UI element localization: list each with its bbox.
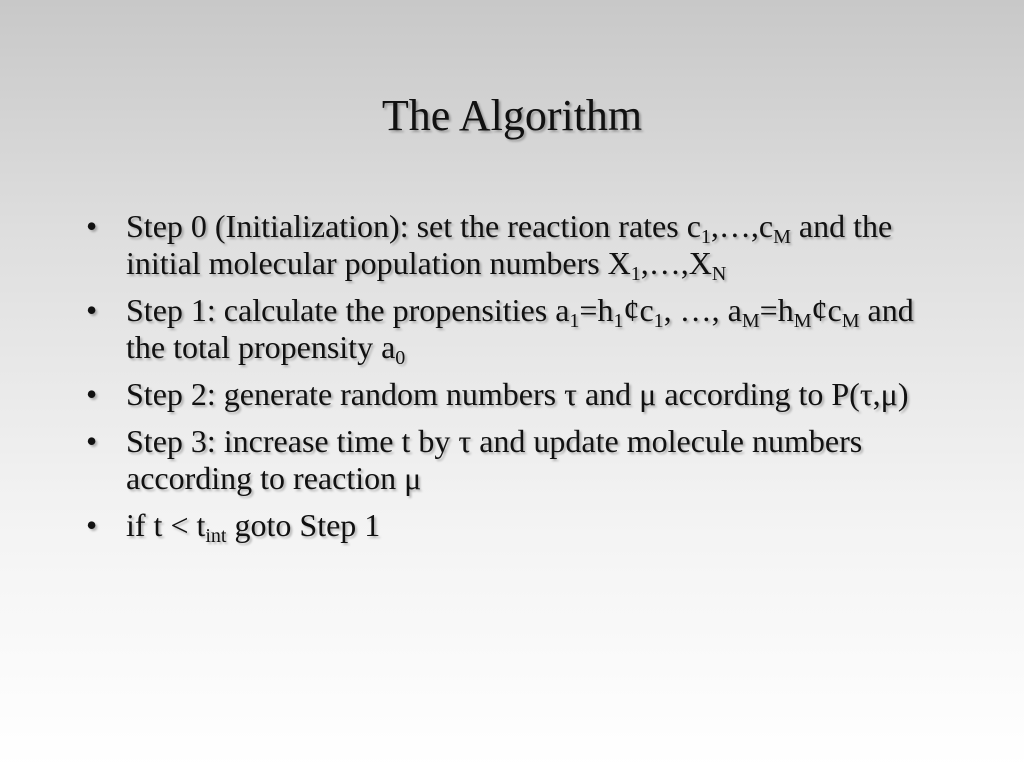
subscript: int <box>205 525 227 547</box>
bullet-step0 <box>86 208 946 285</box>
subscript: N <box>711 263 727 285</box>
bullet-dot: • <box>86 208 98 244</box>
bullet-dot: • <box>86 507 98 543</box>
text-run: ¢c <box>623 292 654 328</box>
slide-title: The Algorithm <box>381 91 643 140</box>
subscript: 1 <box>700 226 711 248</box>
subscript: 1 <box>613 310 624 332</box>
text-run: if t < t <box>126 507 206 543</box>
text-run: =h <box>759 292 794 328</box>
text-run: ,…,X <box>640 245 712 281</box>
text-run: Step 3: increase time t by τ and update molecule numbers according to reaction μ <box>126 423 863 496</box>
subscript: M <box>741 310 760 332</box>
text-run: Step 0 (Initialization): set the reaction rates c <box>126 208 701 244</box>
bullet-dot: • <box>86 423 98 459</box>
bullet-goto <box>86 507 946 547</box>
bullet-dot: • <box>86 376 98 412</box>
text-run: and the total propensity a <box>126 292 914 365</box>
text-run: ,…,c <box>710 208 774 244</box>
bullet-text <box>126 376 908 412</box>
text-run: and the initial molecular population numbers X <box>126 208 893 281</box>
bullet-text <box>126 507 381 547</box>
subscript: 1 <box>653 310 664 332</box>
bullet-step2 <box>86 376 946 413</box>
bullet-text <box>126 208 893 285</box>
bullet-step3 <box>86 423 946 497</box>
subscript: M <box>793 310 812 332</box>
bullet-step1 <box>86 292 946 369</box>
text-run: ¢c <box>811 292 842 328</box>
bullet-text <box>126 423 862 496</box>
bullet-list <box>86 208 946 554</box>
subscript: M <box>841 310 860 332</box>
text-run: Step 2: generate random numbers τ and μ according to P(τ,μ) <box>126 376 909 412</box>
text-run: , …, a <box>663 292 742 328</box>
subscript: 0 <box>395 347 406 369</box>
text-run: goto Step 1 <box>226 507 381 543</box>
bullet-dot: • <box>86 292 98 328</box>
subscript: M <box>773 226 791 248</box>
text-run: Step 1: calculate the propensities a <box>126 292 570 328</box>
subscript: 1 <box>569 310 580 332</box>
text-run: =h <box>579 292 614 328</box>
bullet-text <box>126 292 914 369</box>
subscript: 1 <box>630 263 641 285</box>
